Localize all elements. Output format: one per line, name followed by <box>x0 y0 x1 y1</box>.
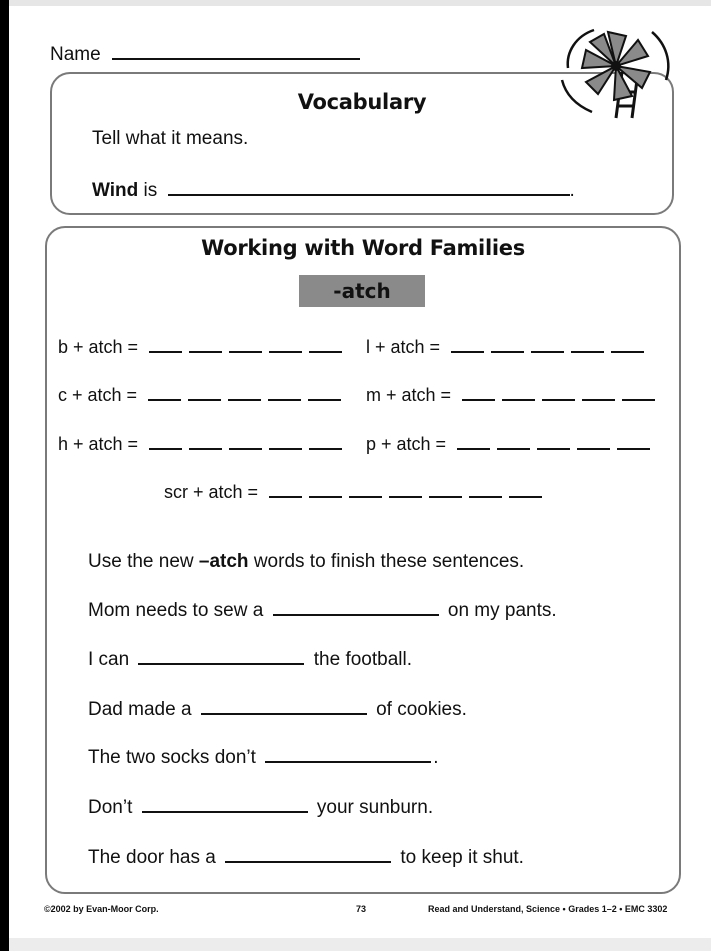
sentence-6-after: to keep it shut. <box>400 847 524 868</box>
name-row <box>50 44 360 66</box>
sentence-3-before: Dad made a <box>88 699 192 720</box>
letter-blanks-p[interactable] <box>457 447 650 450</box>
sentence-5-before: Don’t <box>88 797 133 818</box>
word-families-title: Working with Word Families <box>201 236 525 260</box>
word-prompt-c: c + atch = <box>58 385 138 405</box>
sentence-5-blank[interactable] <box>142 810 308 813</box>
sentence-1-before: Mom needs to sew a <box>88 600 264 621</box>
sentence-6-before: The door has a <box>88 847 216 868</box>
footer-page-number: 73 <box>356 904 367 914</box>
letter-blanks-c[interactable] <box>148 398 341 401</box>
word-row-b <box>58 337 342 358</box>
word-row-scr <box>164 482 542 503</box>
sentence-6-blank[interactable] <box>225 860 391 863</box>
instruction-suffix: words to finish these sentences. <box>248 551 525 572</box>
sentence-1-blank[interactable] <box>273 613 439 616</box>
sentences-instruction <box>88 551 524 573</box>
footer-book-info: Read and Understand, Science • Grades 1–2 • EMC 3302 <box>428 904 668 914</box>
word-row-p <box>366 434 650 455</box>
sentence-3-after: of cookies. <box>376 699 467 720</box>
word-family-label: -atch <box>299 275 425 307</box>
name-line[interactable] <box>112 57 360 60</box>
footer-copyright: ©2002 by Evan-Moor Corp. <box>44 904 159 914</box>
sentence-6 <box>88 847 524 869</box>
vocabulary-definition-row <box>92 180 575 202</box>
vocabulary-term-suffix: is <box>138 180 158 201</box>
sentence-1-after: on my pants. <box>447 600 557 621</box>
vocabulary-instruction: Tell what it means. <box>92 128 249 149</box>
sentence-4 <box>88 747 438 769</box>
scan-edge-left <box>0 0 9 951</box>
word-prompt-b: b + atch = <box>58 337 139 357</box>
word-row-l <box>366 337 644 358</box>
sentence-2-blank[interactable] <box>138 662 304 665</box>
definition-line[interactable] <box>168 193 570 196</box>
letter-blanks-scr[interactable] <box>269 495 542 498</box>
sentence-2-before: I can <box>88 649 130 670</box>
word-row-h <box>58 434 342 455</box>
word-row-c <box>58 385 341 406</box>
sentence-2 <box>88 649 412 671</box>
sentence-2-after: the football. <box>313 649 413 670</box>
sentence-4-before: The two socks don’t <box>88 747 256 768</box>
word-prompt-scr: scr + atch = <box>164 482 259 502</box>
sentence-4-after: . <box>433 747 439 768</box>
scan-edge-bottom <box>9 938 711 951</box>
vocabulary-term: Wind <box>92 180 139 201</box>
scan-edge-top <box>9 0 711 6</box>
letter-blanks-b[interactable] <box>149 350 342 353</box>
definition-end: . <box>569 180 575 201</box>
windmill-icon <box>554 22 674 122</box>
vocabulary-title: Vocabulary <box>297 90 427 114</box>
sentence-4-blank[interactable] <box>265 760 431 763</box>
word-prompt-h: h + atch = <box>58 434 139 454</box>
word-prompt-p: p + atch = <box>366 434 447 454</box>
sentence-1 <box>88 600 557 622</box>
letter-blanks-h[interactable] <box>149 447 342 450</box>
instruction-bold: –atch <box>198 551 249 572</box>
instruction-prefix: Use the new <box>88 551 199 572</box>
word-prompt-m: m + atch = <box>366 385 452 405</box>
name-label: Name <box>50 44 101 65</box>
letter-blanks-m[interactable] <box>462 398 655 401</box>
letter-blanks-l[interactable] <box>451 350 644 353</box>
word-prompt-l: l + atch = <box>366 337 441 357</box>
word-row-m <box>366 385 655 406</box>
sentence-3-blank[interactable] <box>201 712 367 715</box>
sentence-5 <box>88 797 433 819</box>
sentence-3 <box>88 699 467 721</box>
sentence-5-after: your sunburn. <box>316 797 434 818</box>
